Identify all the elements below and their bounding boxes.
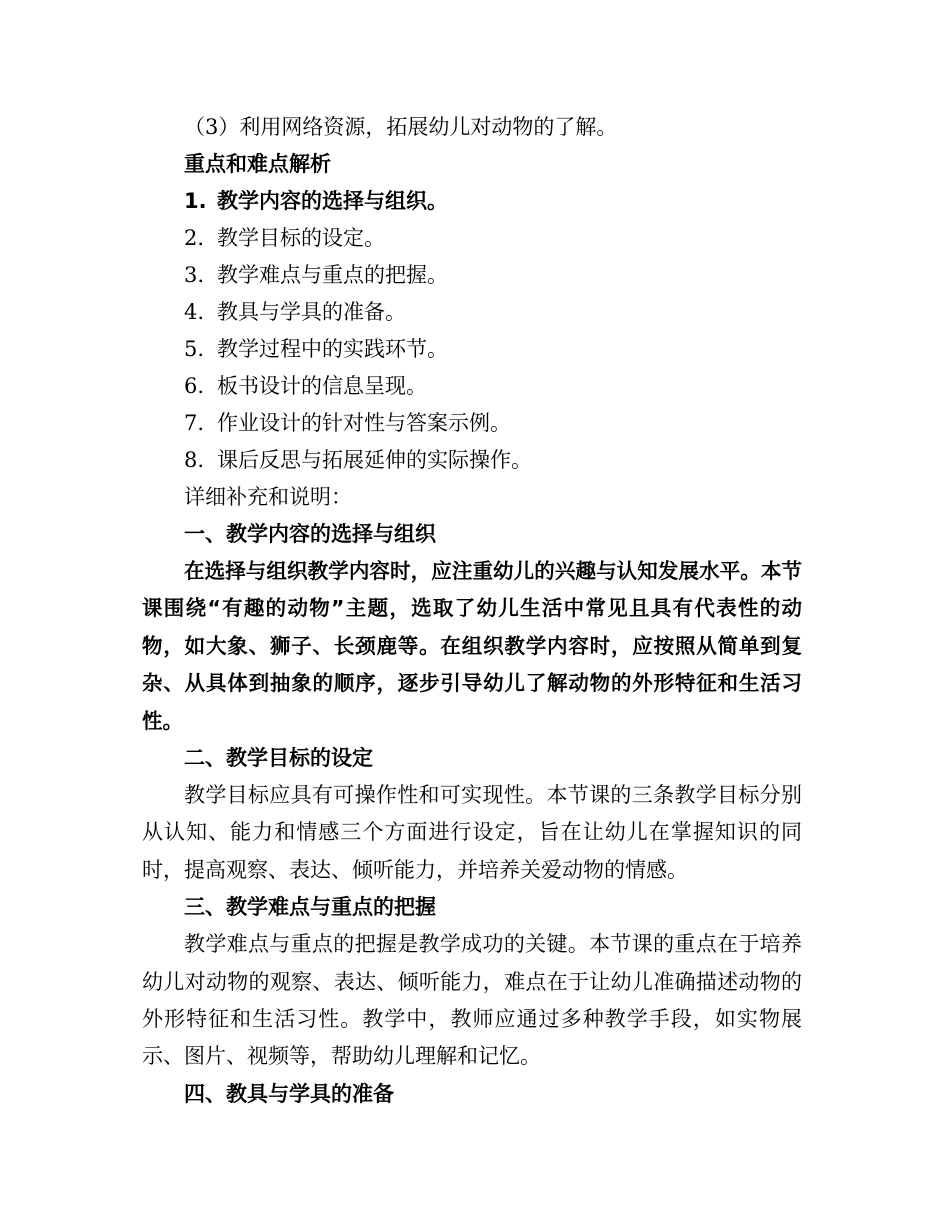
list-item-text: 作业设计的针对性与答案示例。 bbox=[217, 411, 511, 435]
list-item bbox=[142, 257, 802, 294]
section-1-heading: 一、教学内容的选择与组织 bbox=[184, 522, 436, 546]
list-item bbox=[142, 294, 802, 331]
list-item bbox=[142, 331, 802, 368]
list-item-text: 板书设计的信息呈现。 bbox=[217, 374, 427, 398]
list-item-number: 8. bbox=[184, 448, 205, 472]
section-4-heading: 四、教具与学具的准备 bbox=[184, 1081, 394, 1106]
list-item bbox=[142, 220, 802, 257]
list-item bbox=[142, 405, 802, 442]
list-item-number: 1. bbox=[184, 189, 207, 213]
section-2-body: 教学目标应具有可操作性和可实现性。本节课的三条教学目标分别从认知、能力和情感三个方面进行设定，旨在让幼儿在掌握知识的同时，提高观察、表达、倾听能力，并培养关爱动物的情感。 bbox=[142, 783, 802, 882]
section-3-body: 教学难点与重点的把握是教学成功的关键。本节课的重点在于培养幼儿对动物的观察、表达、倾听能力，难点在于让幼儿准确描述动物的外形特征和生活习性。教学中，教师应通过多种教学手段，如实物展示、图片、视频等，帮助幼儿理解和记忆。 bbox=[142, 932, 802, 1069]
list-item-number: 6. bbox=[184, 374, 205, 398]
list-item bbox=[142, 442, 802, 479]
list-item bbox=[142, 183, 802, 220]
list-item-number: 4. bbox=[184, 300, 205, 324]
list-item-text: 教具与学具的准备。 bbox=[217, 300, 406, 324]
section-heading: 重点和难点解析 bbox=[184, 152, 331, 176]
supplement-label: 详细补充和说明： bbox=[184, 485, 352, 509]
intro-item: （3）利用网络资源，拓展幼儿对动物的了解。 bbox=[184, 115, 618, 139]
document-body bbox=[142, 109, 802, 1113]
list-item-number: 7. bbox=[184, 411, 205, 435]
section-1-body: 在选择与组织教学内容时，应注重幼儿的兴趣与认知发展水平。本节课围绕“有趣的动物”主题，选取了幼儿生活中常见且具有代表性的动物，如大象、狮子、长颈鹿等。在组织教学内容时，应按照从简单到复杂、从具体到抽象的顺序，逐步引导幼儿了解动物的外形特征和生活习性。 bbox=[142, 559, 802, 733]
list-item-number: 5. bbox=[184, 337, 205, 361]
list-item-text: 教学过程中的实践环节。 bbox=[217, 337, 448, 361]
list-item bbox=[142, 368, 802, 405]
list-item-text: 教学目标的设定。 bbox=[217, 226, 385, 250]
list-item-text: 课后反思与拓展延伸的实际操作。 bbox=[217, 448, 532, 472]
list-item-text: 教学难点与重点的把握。 bbox=[217, 263, 448, 287]
list-item-number: 3. bbox=[184, 263, 205, 287]
section-3-heading: 三、教学难点与重点的把握 bbox=[184, 895, 436, 920]
list-item-text: 教学内容的选择与组织。 bbox=[217, 189, 448, 213]
list-item-number: 2. bbox=[184, 226, 205, 250]
section-2-heading: 二、教学目标的设定 bbox=[184, 746, 373, 771]
